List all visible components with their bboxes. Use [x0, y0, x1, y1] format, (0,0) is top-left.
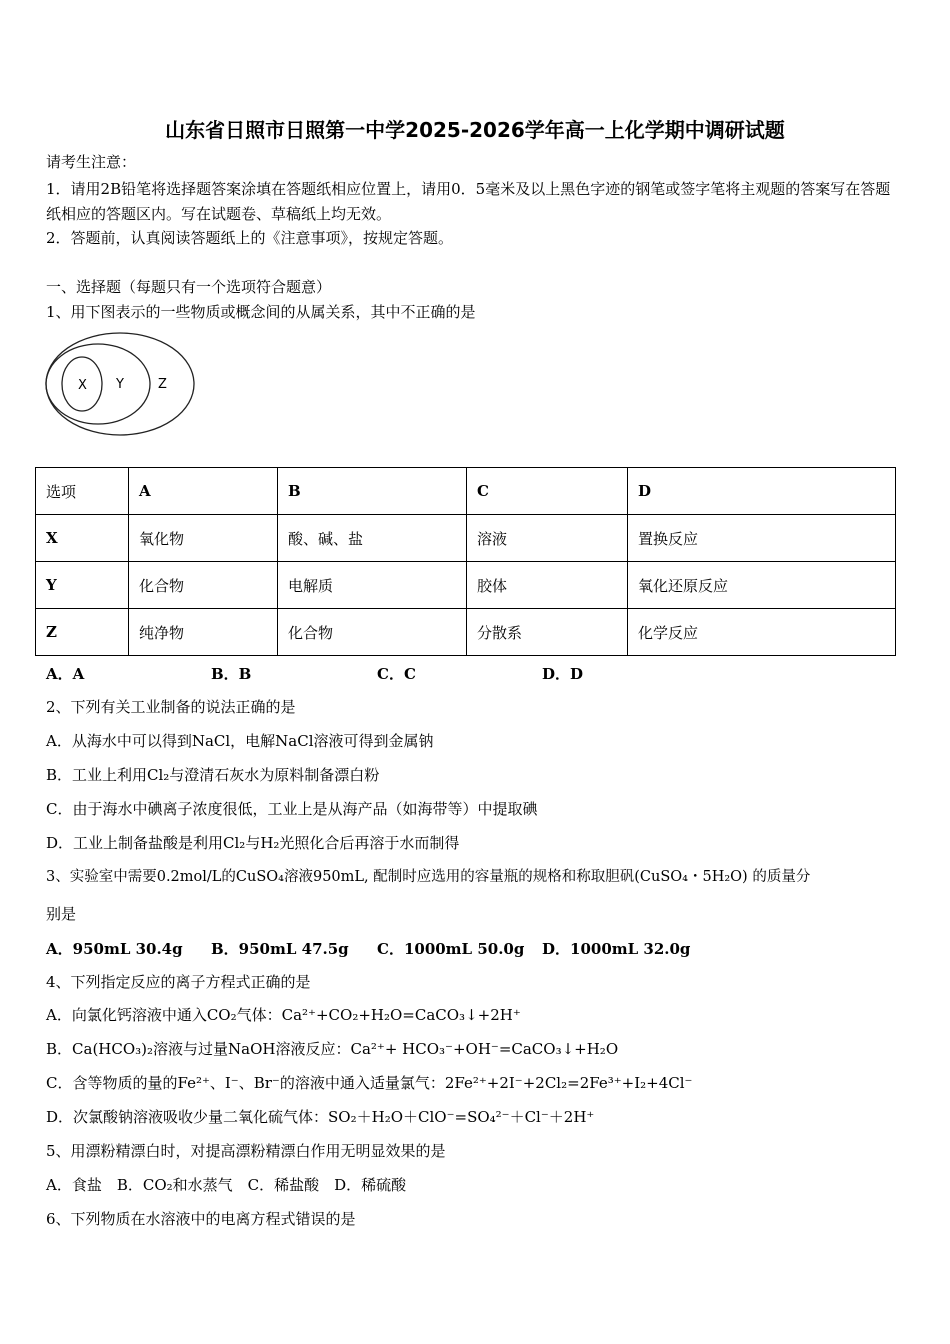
q5-choices: A．食盐 B．CO₂和水蒸气 C．稀盐酸 D．稀硫酸	[46, 1176, 407, 1194]
notice-item-2: 2．答题前，认真阅读答题纸上的《注意事项》，按规定答题。	[46, 229, 454, 247]
venn-z-label: Z	[158, 377, 167, 392]
table-cell: X	[36, 515, 129, 562]
table-row	[36, 515, 896, 562]
question-3-stem-cont: 别是	[46, 905, 77, 923]
q3-choice-d: D．1000mL 32.0g	[542, 940, 691, 958]
table-header-cell: D	[628, 468, 896, 515]
table-cell: 胶体	[467, 562, 628, 609]
q2-option-a: A．从海水中可以得到NaCl，电解NaCl溶液可得到金属钠	[46, 732, 434, 750]
question-2-stem: 2、下列有关工业制备的说法正确的是	[46, 698, 296, 716]
table-header-cell: A	[129, 468, 278, 515]
table-cell: 置换反应	[628, 515, 896, 562]
venn-x-label: X	[78, 378, 87, 393]
table-row	[36, 609, 896, 656]
question-3-stem: 3、实验室中需要0.2mol/L的CuSO₄溶液950mL, 配制时应选用的容量瓶的规格和称取胆矾(CuSO₄・5H₂O) 的质量分	[46, 869, 811, 885]
table-cell: 化合物	[278, 609, 467, 656]
table-cell: 化学反应	[628, 609, 896, 656]
q4-option-b: B．Ca(HCO₃)₂溶液与过量NaOH溶液反应：Ca²⁺+ HCO₃⁻+OH⁻=CaCO₃↓+H₂O	[46, 1040, 619, 1058]
page-title: 山东省日照市日照第一中学2025-2026学年高一上化学期中调研试题	[165, 118, 785, 142]
question-1-stem: 1、用下图表示的一些物质或概念间的从属关系，其中不正确的是	[46, 303, 476, 321]
table-cell: 分散系	[467, 609, 628, 656]
question-5-stem: 5、用漂粉精漂白时，对提高漂粉精漂白作用无明显效果的是	[46, 1142, 446, 1160]
q2-option-d: D．工业上制备盐酸是利用Cl₂与H₂光照化合后再溶于水而制得	[46, 834, 460, 852]
table-row	[36, 562, 896, 609]
question-6-stem: 6、下列物质在水溶液中的电离方程式错误的是	[46, 1210, 356, 1228]
table-cell: 氧化还原反应	[628, 562, 896, 609]
question-4-stem: 4、下列指定反应的离子方程式正确的是	[46, 973, 311, 991]
table-header-cell: 选项	[36, 468, 129, 515]
table-cell: 酸、碱、盐	[278, 515, 467, 562]
table-header-cell: C	[467, 468, 628, 515]
q1-choice-a: A．A	[46, 665, 85, 683]
q3-choice-b: B．950mL 47.5g	[211, 940, 349, 958]
table-header-cell: B	[278, 468, 467, 515]
table-cell: 电解质	[278, 562, 467, 609]
q2-option-c: C．由于海水中碘离子浓度很低，工业上是从海产品（如海带等）中提取碘	[46, 800, 538, 818]
table-cell: 氧化物	[129, 515, 278, 562]
table-cell: 化合物	[129, 562, 278, 609]
q3-choice-c: C．1000mL 50.0g	[377, 940, 525, 958]
venn-diagram	[40, 330, 200, 440]
table-cell: Z	[36, 609, 129, 656]
q1-choice-b: B．B	[211, 665, 252, 683]
q3-choice-a: A．950mL 30.4g	[46, 940, 183, 958]
q1-choice-c: C．C	[377, 665, 416, 683]
notice-item-1: 1．请用2B铅笔将选择题答案涂填在答题纸相应位置上，请用0．5毫米及以上黑色字迹的钢笔或签字笔将主观题的答案写在答题纸相应的答题区内。写在试题卷、草稿纸上均无效。	[46, 180, 891, 223]
table-cell: 纯净物	[129, 609, 278, 656]
table-cell: Y	[36, 562, 129, 609]
table-cell: 溶液	[467, 515, 628, 562]
section-heading: 一、选择题（每题只有一个选项符合题意）	[46, 278, 332, 296]
notice-heading: 请考生注意：	[46, 153, 137, 171]
q4-option-d: D．次氯酸钠溶液吸收少量二氧化硫气体：SO₂＋H₂O＋ClO⁻=SO₄²⁻＋Cl⁻＋2H⁺	[46, 1108, 595, 1126]
q2-option-b: B．工业上利用Cl₂与澄清石灰水为原料制备漂白粉	[46, 766, 380, 784]
q4-option-c: C．含等物质的量的Fe²⁺、I⁻、Br⁻的溶液中通入适量氯气：2Fe²⁺+2I⁻+2Cl₂=2Fe³⁺+I₂+4Cl⁻	[46, 1074, 693, 1092]
q4-option-a: A．向氯化钙溶液中通入CO₂气体：Ca²⁺+CO₂+H₂O=CaCO₃↓+2H⁺	[46, 1006, 521, 1024]
q1-choice-d: D．D	[542, 665, 584, 683]
options-table	[35, 467, 896, 656]
venn-y-label: Y	[116, 377, 124, 392]
table-header-row	[36, 468, 896, 515]
